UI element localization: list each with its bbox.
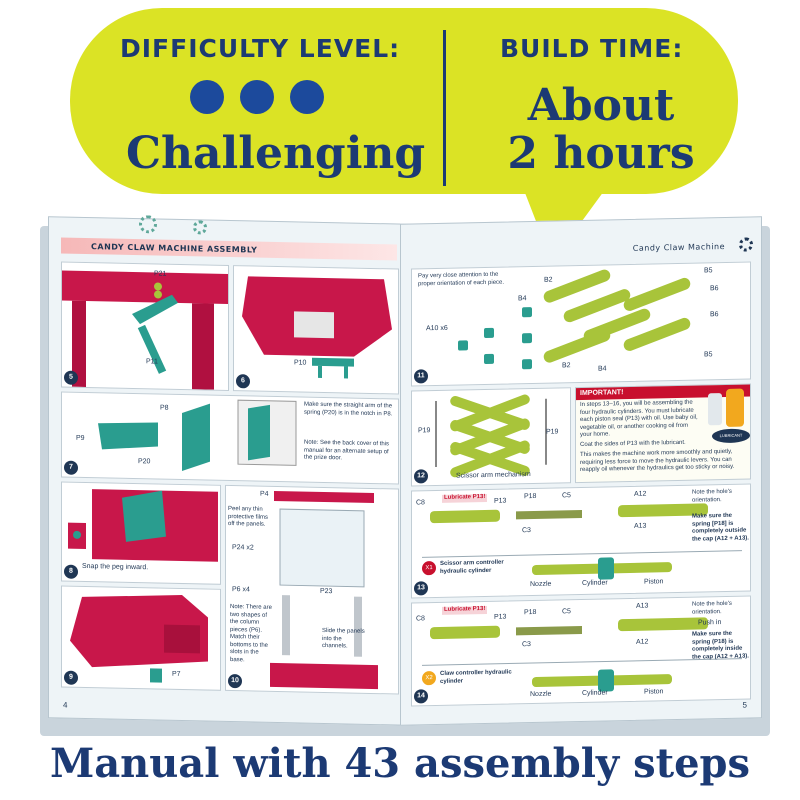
base-illustration xyxy=(62,587,220,690)
step-note: Pay very close attention to the proper orientation of each piece. xyxy=(418,271,505,287)
step-number: 13 xyxy=(414,581,428,595)
cylinder-caption: Scissor arm controller hydraulic cylinder xyxy=(440,559,504,575)
part-label: B2 xyxy=(562,362,571,370)
gear-icon xyxy=(139,215,157,233)
important-title: IMPORTANT! xyxy=(576,384,750,400)
left-page-header: CANDY CLAW MACHINE ASSEMBLY xyxy=(61,237,397,260)
oil-bottle-icon xyxy=(726,389,744,427)
part-label: P10 xyxy=(294,359,307,367)
step-number: 9 xyxy=(64,671,78,685)
page-number: 5 xyxy=(742,700,747,710)
step-note: Make sure the straight arm of the spring (P20) is in the notch in P8. xyxy=(304,401,393,417)
step-panel-8 xyxy=(61,481,221,584)
part-label: Nozzle xyxy=(530,580,552,589)
lubricate-tag: Lubricate P13! xyxy=(444,494,486,501)
part-label: P21 xyxy=(154,270,167,278)
part-label: C5 xyxy=(562,492,571,500)
part-label: P4 xyxy=(260,490,269,498)
part-label: P6 x4 xyxy=(232,586,250,594)
important-box xyxy=(575,383,751,483)
part-label: B5 xyxy=(704,351,713,359)
right-page-header: Candy Claw Machine xyxy=(632,241,725,253)
difficulty-dot xyxy=(240,80,274,114)
step-note: Note the hole's orientation. xyxy=(692,600,732,616)
part-label: P18 xyxy=(524,608,537,617)
step-panel-5 xyxy=(61,261,229,391)
step-number: 14 xyxy=(414,689,428,703)
difficulty-dot xyxy=(190,80,224,114)
part-label: A13 xyxy=(636,602,649,610)
part-label: Nozzle xyxy=(530,690,552,699)
lubricant-icon: LUBRICANT xyxy=(712,428,750,443)
step-panel-13 xyxy=(411,483,751,598)
quantity-badge: X1 xyxy=(422,561,436,575)
difficulty-dot xyxy=(290,80,324,114)
step-number: 12 xyxy=(414,469,428,483)
step-note: Slide the panels into the channels. xyxy=(322,627,365,650)
part-label: P23 xyxy=(320,587,333,596)
difficulty-value: Challenging xyxy=(126,128,426,179)
page-number: 4 xyxy=(63,700,68,710)
part-label: C3 xyxy=(522,641,531,649)
part-label: P13 xyxy=(494,613,507,621)
step-panel-6 xyxy=(233,265,399,394)
part-label: Cylinder xyxy=(582,579,608,587)
step-panel-14 xyxy=(411,595,751,706)
part-label: P13 xyxy=(494,497,507,505)
machine-frame-illustration xyxy=(62,263,228,390)
important-body-2: Coat the sides of P13 with the lubricant. xyxy=(580,439,686,449)
part-label: P9 xyxy=(76,434,85,442)
product-caption: Manual with 43 assembly steps xyxy=(49,740,751,787)
part-label: P19 xyxy=(418,427,431,435)
part-label: C8 xyxy=(416,615,425,623)
step-note: Make sure the spring (P18) is completely inside the cap (A12 + A13). xyxy=(692,630,749,661)
bubble-divider xyxy=(443,30,446,186)
step-number: 10 xyxy=(228,674,242,688)
part-label: C3 xyxy=(522,527,531,535)
step-number: 7 xyxy=(64,461,78,475)
part-label: A12 xyxy=(634,490,647,498)
step-caption: Scissor arm mechanism xyxy=(456,471,531,480)
build-time-line1: About xyxy=(527,80,675,131)
difficulty-heading: DIFFICULTY LEVEL: xyxy=(120,34,401,63)
part-label: B4 xyxy=(598,365,607,373)
part-label: P7 xyxy=(172,670,181,678)
step-caption: Snap the peg inward. xyxy=(82,562,149,572)
part-label: Piston xyxy=(644,578,664,586)
cylinder-caption: Claw controller hydraulic cylinder xyxy=(440,669,512,685)
part-label: P24 x2 xyxy=(232,544,254,552)
step-note: Note: There are two shapes of the column pieces (P6). Match their bottoms to the slots in the base. xyxy=(230,604,272,663)
push-in-label: Push in xyxy=(698,619,722,627)
oil-bottle-icon xyxy=(708,393,722,425)
part-label: C8 xyxy=(416,499,425,507)
important-body-3: This makes the machine work more smoothly and quietly, requiring less force to move the hydraulic levers. You can reapply oil whenever the hydraulics get too sticky or noisy. xyxy=(580,448,735,474)
logo-icon xyxy=(739,237,753,251)
gear-icon xyxy=(193,220,207,234)
important-body: In steps 13–16, you will be assembling the four hydraulic cylinders. You must lubricate each piston seal (P13) with oil. Use baby oil, vegetable oil, or another cooking oil from your home. xyxy=(580,399,698,439)
step-panel-7 xyxy=(61,391,399,484)
part-label: A12 xyxy=(636,638,649,646)
manual-right-page xyxy=(400,216,762,726)
step-note: Note the hole's orientation. xyxy=(692,488,732,504)
step-note: Make sure the spring [P18] is completely outside the cap (A12 + A13). xyxy=(692,512,749,543)
step-panel-12 xyxy=(411,387,571,486)
part-label: B4 xyxy=(518,295,527,303)
manual-left-page xyxy=(48,216,410,726)
part-label: Piston xyxy=(644,688,664,696)
step-panel-9 xyxy=(61,585,221,690)
machine-top-illustration xyxy=(234,266,398,393)
part-label: A13 xyxy=(634,522,647,530)
part-label: A10 x6 xyxy=(426,324,448,333)
step-note: Note: See the back cover of this manual for an alternate setup of the prize door. xyxy=(304,439,390,462)
lubricate-tag: Lubricate P13! xyxy=(444,606,486,613)
part-label: B6 xyxy=(710,285,719,293)
step-number: 8 xyxy=(64,565,78,579)
part-label: B6 xyxy=(710,311,719,319)
part-label: P19 xyxy=(546,428,559,436)
step-note: Peel any thin protective films off the panels. xyxy=(228,505,269,528)
part-label: P18 xyxy=(524,492,537,501)
step-panel-11 xyxy=(411,261,751,386)
part-label: B2 xyxy=(544,276,553,284)
build-time-line2: 2 hours xyxy=(507,128,695,179)
quantity-badge: X2 xyxy=(422,671,436,685)
step-number: 5 xyxy=(64,371,78,385)
build-time-heading: BUILD TIME: xyxy=(500,34,684,63)
part-label: P20 xyxy=(138,458,151,466)
step-number: 6 xyxy=(236,374,250,388)
part-label: Cylinder xyxy=(582,689,608,697)
step-panel-10 xyxy=(225,485,399,695)
part-label: B5 xyxy=(704,267,713,275)
step-number: 11 xyxy=(414,369,428,383)
part-label: P11 xyxy=(146,358,158,366)
part-label: P8 xyxy=(160,404,169,412)
part-label: C5 xyxy=(562,608,571,616)
